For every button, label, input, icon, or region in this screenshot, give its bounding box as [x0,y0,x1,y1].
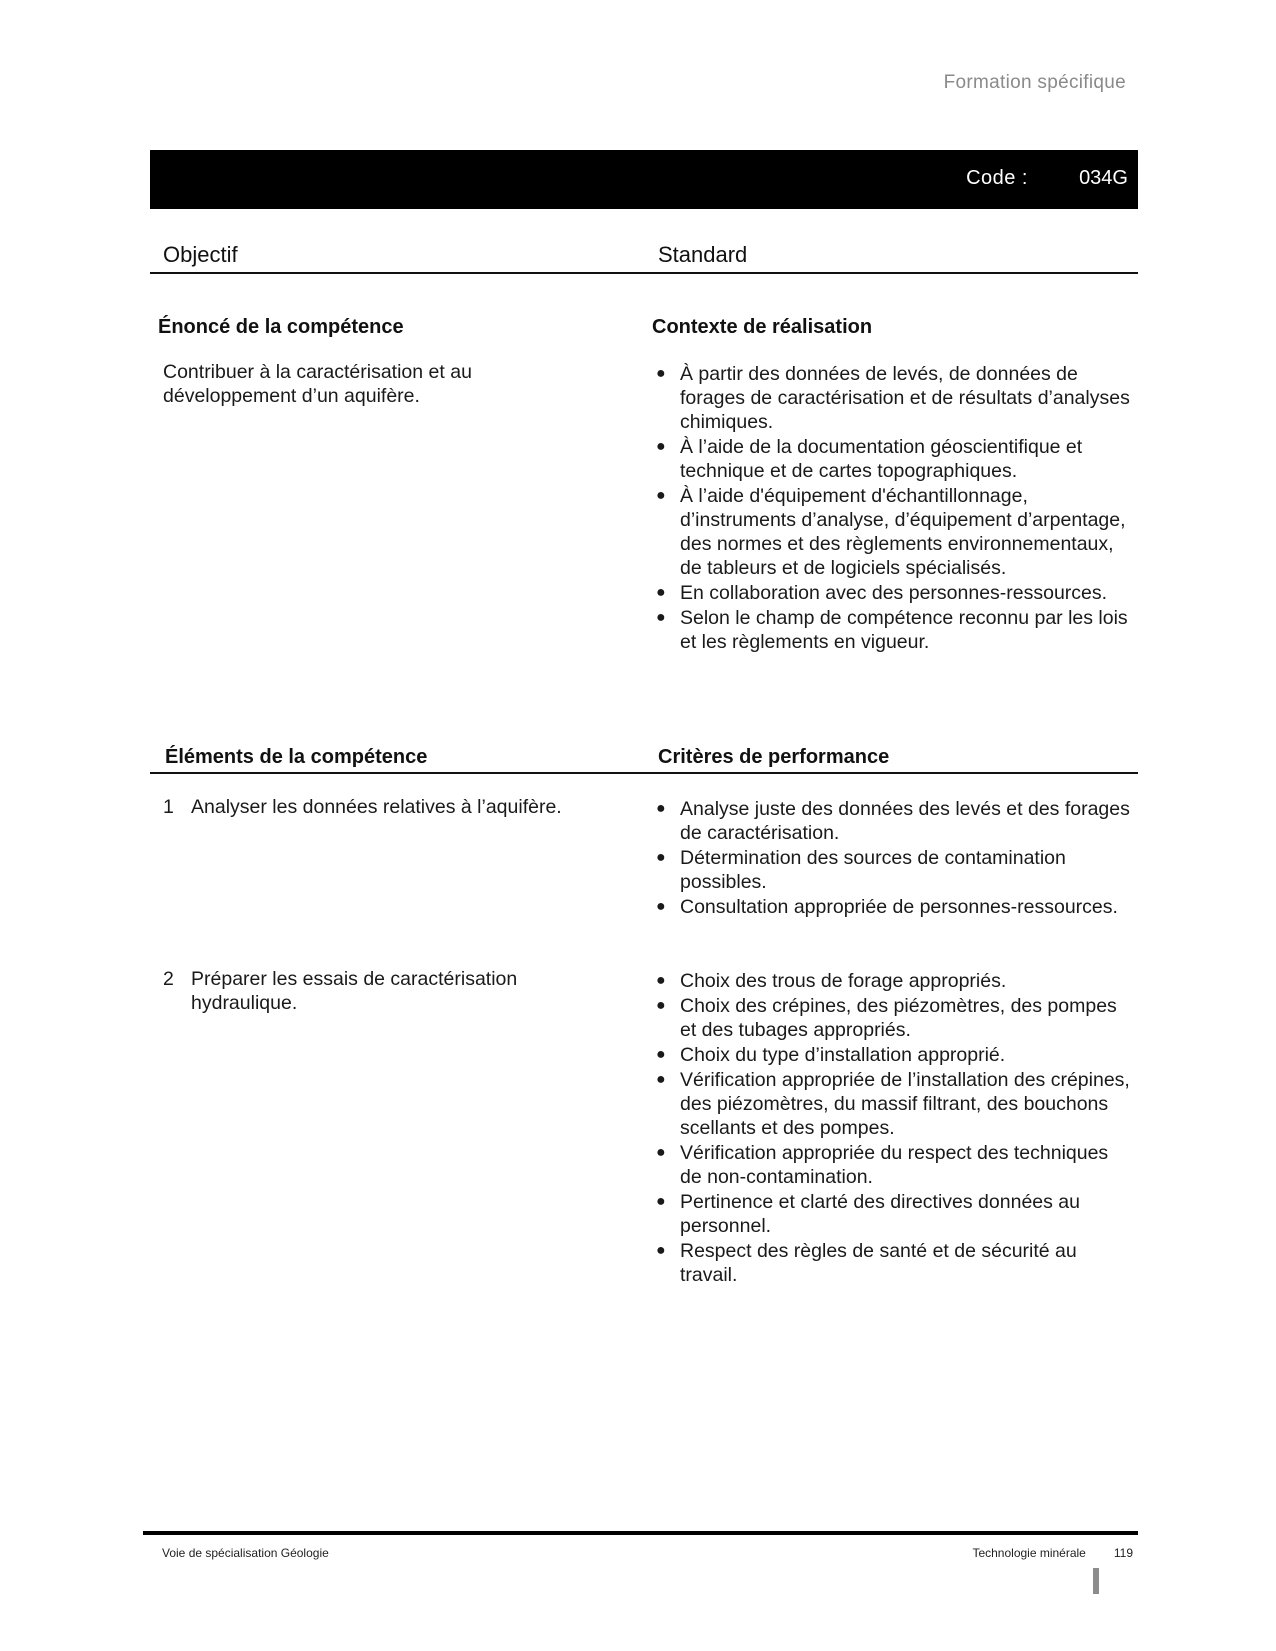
enonce-text: Contribuer à la caractérisation et au développement d’un aquifère. [163,361,472,407]
page-number: 119 [1113,1546,1133,1560]
bullet-icon: ● [656,997,666,1014]
list-item: ● Vérification appropriée du respect des techniques de non-contamination. [656,1142,1109,1188]
list-item: ● Consultation appropriée de personnes-ressources. [656,896,1118,918]
bullet-icon: ● [656,1144,666,1161]
list-item: ● Pertinence et clarté des directives données au personnel. [656,1191,1080,1237]
criteria-list-2 [652,969,1130,1288]
bullet-icon: ● [656,609,666,626]
list-item: ● Selon le champ de compétence reconnu par les lois et les règlements en vigueur. [656,607,1128,653]
bullet-icon: ● [656,898,666,915]
footer-rule [143,1531,1138,1535]
criteria-title: Critères de performance [658,746,890,768]
bullet-icon: ● [656,1046,666,1063]
bullet-icon: ● [656,1071,666,1088]
bullet-icon: ● [656,365,666,382]
list-item: ● Vérification appropriée de l’installation des crépines, des piézomètres, du massif filtrant, des bouchons scellants et des pompes. [656,1069,1130,1139]
code-bar [150,150,1138,209]
bullet-icon: ● [656,849,666,866]
elements-rule [150,772,1138,774]
element-number: 2 [163,968,174,990]
bullet-icon: ● [656,800,666,817]
list-item: ● Analyse juste des données des levés et des forages de caractérisation. [656,798,1130,844]
bullet-icon: ● [656,972,666,989]
element-item-2 [163,967,583,1015]
bullet-icon: ● [656,1193,666,1210]
running-header: Formation spécifique [943,72,1126,93]
bullet-icon: ● [656,1242,666,1259]
list-item: ● À partir des données de levés, de données de forages de caractérisation et de résultats d’analyses chimiques. [656,363,1130,433]
element-text: Analyser les données relatives à l’aquifère. [191,796,562,818]
list-item: ● Choix du type d’installation approprié. [656,1044,1006,1066]
list-item: ● Détermination des sources de contamination possibles. [656,847,1066,893]
code-label: Code : [966,167,1028,189]
heading-rule [150,272,1138,274]
footer-program: Technologie minérale [972,1546,1086,1560]
footer-specialization: Voie de spécialisation Géologie [162,1546,329,1560]
list-item: ● Choix des crépines, des piézomètres, des pompes et des tubages appropriés. [656,995,1117,1041]
list-item: ● Respect des règles de santé et de sécurité au travail. [656,1240,1077,1286]
elements-title: Éléments de la compétence [165,746,428,768]
list-item: ● Choix des trous de forage appropriés. [656,970,1007,992]
page-marker [1093,1568,1099,1594]
list-item: ● À l’aide de la documentation géoscientifique et technique et de cartes topographiques. [656,436,1083,482]
standard-heading: Standard [658,242,748,267]
list-item: ● En collaboration avec des personnes-ressources. [656,582,1108,604]
element-number: 1 [163,796,174,818]
footer-right [972,1546,1133,1560]
bullet-icon: ● [656,584,666,601]
list-item: ● À l’aide d'équipement d'échantillonnage, d’instruments d’analyse, d’équipement d’arpentage, des normes et des règlements environnementaux, de tableurs et de logiciels spécialisés. [656,485,1126,579]
bullet-icon: ● [656,487,666,504]
objectif-heading: Objectif [163,242,238,267]
criteria-list-1 [652,797,1130,920]
element-text: Préparer les essais de caractérisation hydraulique. [191,968,518,1014]
enonce-title: Énoncé de la compétence [158,316,404,338]
bullet-icon: ● [656,438,666,455]
code-value: 034G [1079,167,1128,189]
contexte-list [652,362,1130,655]
element-item-1 [163,795,603,819]
contexte-title: Contexte de réalisation [652,316,873,338]
